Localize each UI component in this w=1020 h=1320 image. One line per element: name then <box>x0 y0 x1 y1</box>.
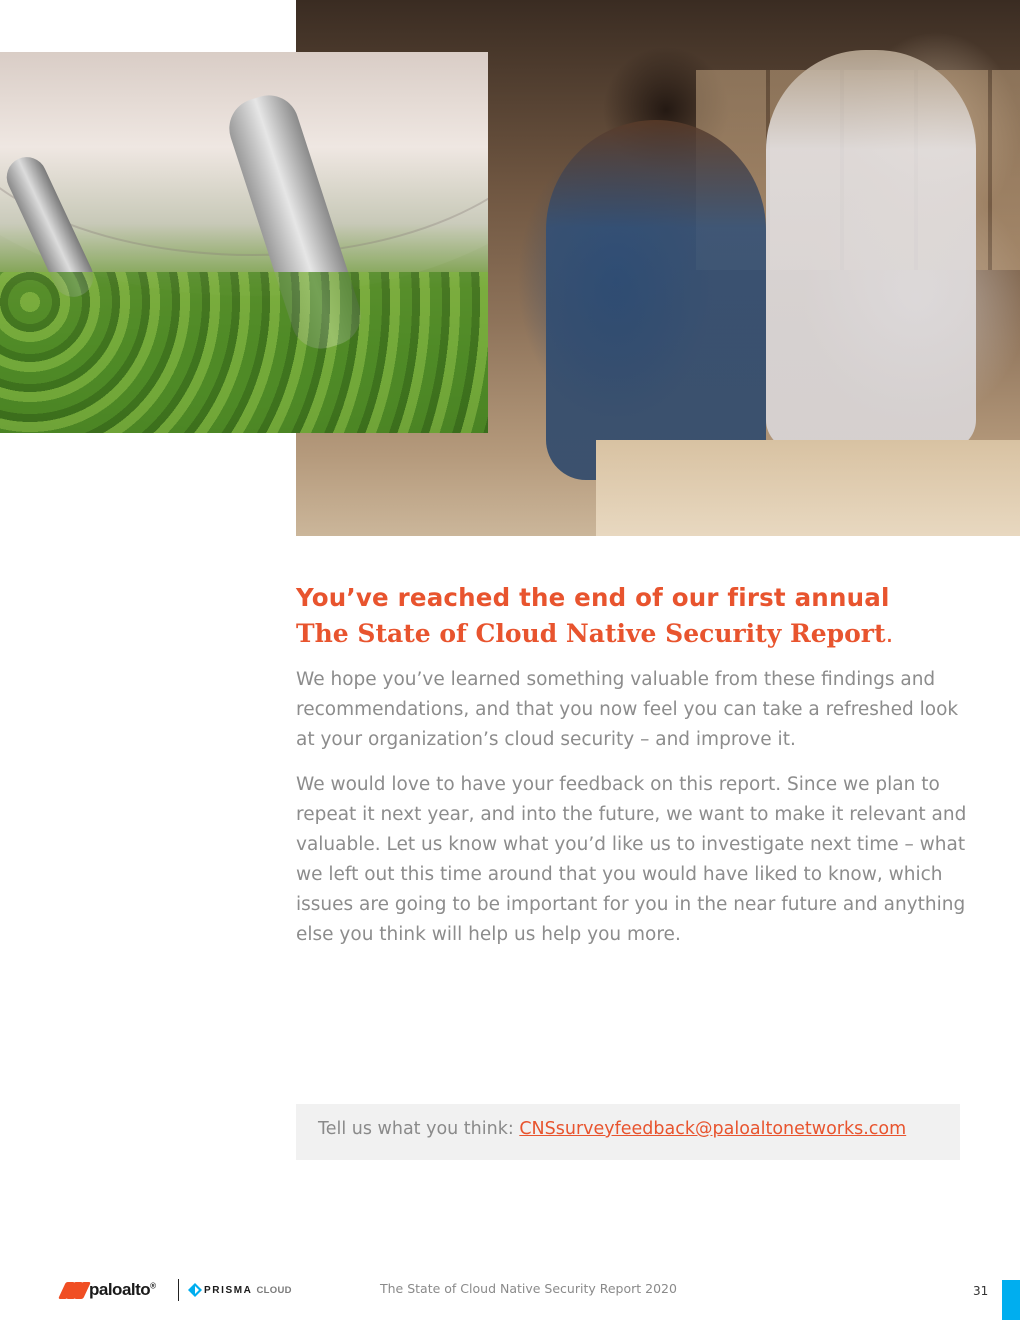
paloalto-mark-icon <box>60 1280 86 1300</box>
page-number: 31 <box>973 1284 989 1298</box>
paloalto-logo <box>60 1278 156 1302</box>
footer-report-title: The State of Cloud Native Security Report 2020 <box>380 1281 677 1296</box>
feedback-callout <box>296 1104 960 1160</box>
man-figure <box>766 50 976 450</box>
heading-period: . <box>885 619 894 648</box>
prisma-wordmark: PRISMA <box>204 1284 253 1296</box>
feedback-prompt: Tell us what you think: <box>318 1119 520 1139</box>
heading-line-1: You’ve reached the end of our first annual <box>296 583 890 612</box>
cloud-wordmark: CLOUD <box>256 1284 292 1296</box>
closing-heading <box>296 580 976 652</box>
woman-figure <box>546 120 766 480</box>
body-paragraph-1: We hope you’ve learned something valuable from these findings and recommendations, and that you now feel you can take a refreshed look at your organization’s cloud security – and improve it. <box>296 669 959 750</box>
registered-mark: ® <box>150 1281 156 1291</box>
greenhouse-robots-photo <box>0 52 488 433</box>
feedback-email-link[interactable]: CNSsurveyfeedback@paloaltonetworks.com <box>519 1119 907 1139</box>
body-paragraph-2: We would love to have your feedback on this report. Since we plan to repeat it next year, and into the future, we want to make it relevant and valuable. Let us know what you’d like us to investigate next time – what we left out this time around that you would have liked to know, which issues are going to be important for you in the near future and anything else you think will help us help you more. <box>296 774 967 945</box>
logo-divider <box>178 1279 179 1301</box>
closing-body <box>296 665 968 965</box>
report-title-text: The State of Cloud Native Security Report <box>296 619 886 648</box>
paloalto-wordmark-text: paloalto <box>89 1280 151 1299</box>
lettuce-rows <box>0 272 488 433</box>
page-edge-tab <box>1002 1280 1020 1320</box>
prisma-cloud-logo <box>188 1282 292 1298</box>
paloalto-wordmark <box>89 1280 156 1300</box>
work-table <box>596 440 1020 536</box>
prisma-diamond-icon <box>188 1283 202 1297</box>
heading-report-title <box>296 616 976 652</box>
